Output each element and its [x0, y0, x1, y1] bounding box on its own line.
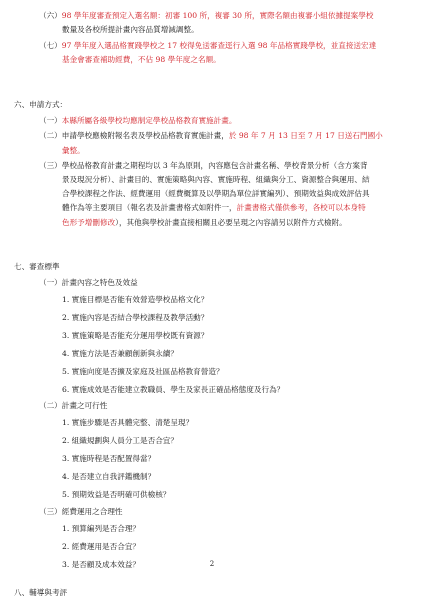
body-text: （二）申請學校應檢附報名表及學校品格教育實施計畫，: [39, 131, 229, 140]
highlighted-text: 彙整。: [62, 146, 85, 155]
body-text: （七）: [39, 41, 62, 50]
body-text: 八、輔導與考評: [14, 588, 68, 597]
body-text: 3. 實施策略是否能充分運用學校既有資源？: [62, 331, 209, 340]
body-text: 3. 是否顧及成本效益？: [62, 560, 141, 569]
text-line: [62, 349, 178, 359]
text-line: [62, 436, 178, 446]
highlighted-text: 計畫書格式僅供參考，各校可以本身特: [236, 203, 366, 212]
body-text: 4. 實施方法是否兼顧創新與永續？: [62, 349, 178, 358]
text-line: [62, 55, 221, 65]
body-text: 1. 預算編列是否合理？: [62, 524, 141, 533]
highlighted-text: 本縣所屬各級學校均應制定學校品格教育實施計畫。: [61, 116, 237, 125]
body-text: ），其他與學校計畫直接相關且必要呈現之內容請另以附件方式檢附。: [115, 218, 347, 227]
body-text: 七、審查標準: [14, 262, 60, 271]
text-line: [14, 100, 67, 110]
body-text: 5. 預期效益是否明確可供檢核？: [62, 490, 171, 499]
text-line: [39, 401, 107, 411]
text-line: [14, 588, 67, 598]
text-line: [62, 146, 85, 156]
text-line: [62, 454, 155, 464]
body-text: （六）: [39, 11, 62, 20]
body-text: 景及現況分析）、計畫目的、實施策略與內容、實施時程、組織與分工、資源整合與運用、結: [62, 175, 370, 184]
body-text: 六、申請方式：: [14, 100, 68, 109]
page-number: 2: [209, 560, 215, 568]
text-line: [39, 131, 383, 141]
text-line: [62, 472, 155, 482]
text-line: [62, 331, 208, 341]
body-text: （三）學校品格教育計畫之期程均以 3 年為原則，內容應包含計畫名稱、學校背景分析（含方案背: [39, 161, 368, 170]
body-text: 3. 實施時程是否配置得當？: [62, 454, 156, 463]
text-line: [62, 385, 284, 395]
highlighted-text: 於 98 年 7 月 13 日至 7 月 17 日送石門國小: [228, 131, 383, 140]
text-line: [62, 367, 224, 377]
text-line: [39, 41, 376, 51]
body-text: （一）計畫內容之特色及效益: [39, 278, 138, 287]
text-line: [62, 524, 140, 534]
body-text: （二）計畫之可行性: [39, 401, 108, 410]
text-line: [62, 418, 193, 428]
body-text: 1. 實施目標是否能有效營造學校品格文化？: [62, 295, 209, 304]
body-text: 2. 實施內容是否結合學校課程及教學活動？: [62, 313, 209, 322]
text-line: [39, 161, 368, 171]
text-line: [62, 218, 347, 228]
text-line: [39, 507, 123, 517]
text-line: [39, 116, 236, 126]
highlighted-text: 98 學年度審查預定入選名額：初審 100 所，複審 30 所，實際名額由複審小組依據提案學校: [61, 11, 374, 20]
text-line: [62, 189, 370, 199]
text-line: [62, 295, 208, 305]
body-text: 2. 經費運用是否合宜？: [62, 542, 141, 551]
text-line: [62, 175, 370, 185]
text-line: [39, 278, 138, 288]
body-text: （一）: [39, 116, 62, 125]
body-text: 合學校課程之作法、經費運用（經費概算及以學期為單位詳實編列）、預期效益與成效評估具: [62, 189, 370, 198]
text-line: [62, 313, 208, 323]
body-text: 5. 實施向度是否擴及家庭及社區品格教育營造？: [62, 367, 224, 376]
text-line: [39, 11, 373, 21]
body-text: 體作為等主要項目（報名表及計畫書格式如附件一，: [62, 203, 237, 212]
highlighted-text: 97 學年度入選品格實踐學校之 17 校得免送審查逕行入選 98 年品格實踐學校，並直接送宏達: [61, 41, 377, 50]
text-line: [62, 25, 199, 35]
body-text: 2. 組織規劃與人員分工是否合宜？: [62, 436, 178, 445]
body-text: （三）經費運用之合理性: [39, 507, 123, 516]
body-text: 數量及各校所提計畫內容品質增減調整。: [62, 25, 199, 34]
text-line: [14, 262, 60, 272]
body-text: 4. 是否建立自我評鑑機制？: [62, 472, 156, 481]
text-line: [62, 542, 140, 552]
body-text: 6. 實施成效是否能建立教職員、學生及家長正確品格態度及行為？: [62, 385, 285, 394]
body-text: 1. 實施步驟是否具體完整、清楚呈現？: [62, 418, 194, 427]
highlighted-text: 色形予增刪修改: [62, 218, 116, 227]
highlighted-text: 基金會審查補助經費，不佔 98 學年度之名額。: [62, 55, 221, 64]
text-line: [62, 203, 366, 213]
text-line: [62, 490, 170, 500]
